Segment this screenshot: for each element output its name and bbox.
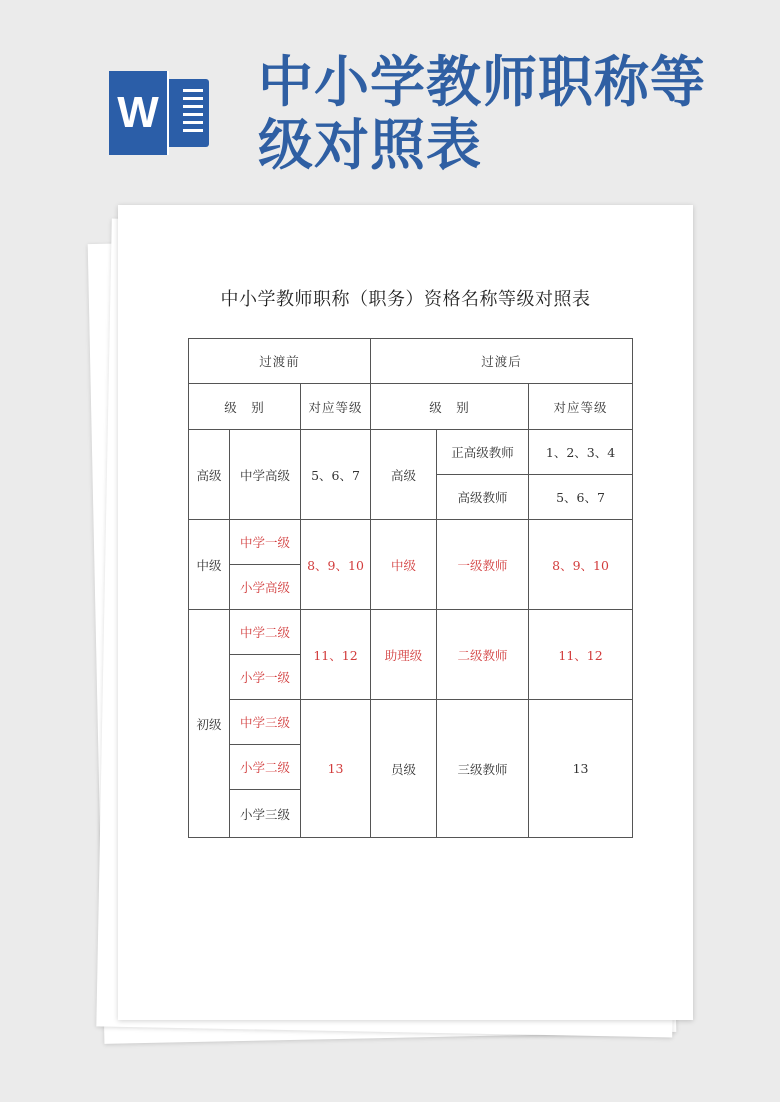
table-cell: 1、2、3、4 [529, 430, 633, 475]
document-title: 中小学教师职称（职务）资格名称等级对照表 [220, 289, 591, 310]
table-cell: 11、12 [529, 610, 633, 700]
table-cell: 8、9、10 [301, 520, 371, 610]
after-grade-label: 级 别 [371, 384, 529, 430]
after-transition-header: 过渡后 [371, 339, 633, 384]
table-cell: 员级 [371, 700, 437, 838]
table-cell: 13 [529, 700, 633, 838]
table-cell: 中学三级 [230, 700, 301, 745]
table-cell: 11、12 [301, 610, 371, 700]
table-cell: 三级教师 [437, 700, 529, 838]
table-cell: 正高级教师 [437, 430, 529, 475]
table-cell: 初级 [189, 610, 230, 838]
table-cell: 8、9、10 [529, 520, 633, 610]
before-grade-label: 级 别 [189, 384, 301, 430]
table-cell: 二级教师 [437, 610, 529, 700]
after-level-label: 对应等级 [529, 384, 633, 430]
grade-comparison-table [188, 338, 633, 838]
table-cell: 5、6、7 [529, 475, 633, 520]
word-app-icon [109, 71, 209, 155]
document-page [118, 205, 693, 1020]
page-headline: 中小学教师职称等级对照表 [258, 49, 707, 177]
table-cell: 中学高级 [230, 430, 301, 520]
table-cell: 小学二级 [230, 745, 301, 790]
before-level-label: 对应等级 [301, 384, 371, 430]
table-cell: 中级 [371, 520, 437, 610]
word-letter-badge: W [109, 71, 167, 155]
table-cell: 高级教师 [437, 475, 529, 520]
before-transition-header: 过渡前 [189, 339, 371, 384]
table-cell: 一级教师 [437, 520, 529, 610]
table-cell: 小学一级 [230, 655, 301, 700]
table-cell: 高级 [189, 430, 230, 520]
table-cell: 中学一级 [230, 520, 301, 565]
table-cell: 中学二级 [230, 610, 301, 655]
table-cell: 高级 [371, 430, 437, 520]
table-cell: 小学高级 [230, 565, 301, 610]
table-cell: 5、6、7 [301, 430, 371, 520]
table-cell: 13 [301, 700, 371, 838]
table-cell: 小学三级 [230, 790, 301, 838]
table-cell: 中级 [189, 520, 230, 610]
table-cell: 助理级 [371, 610, 437, 700]
